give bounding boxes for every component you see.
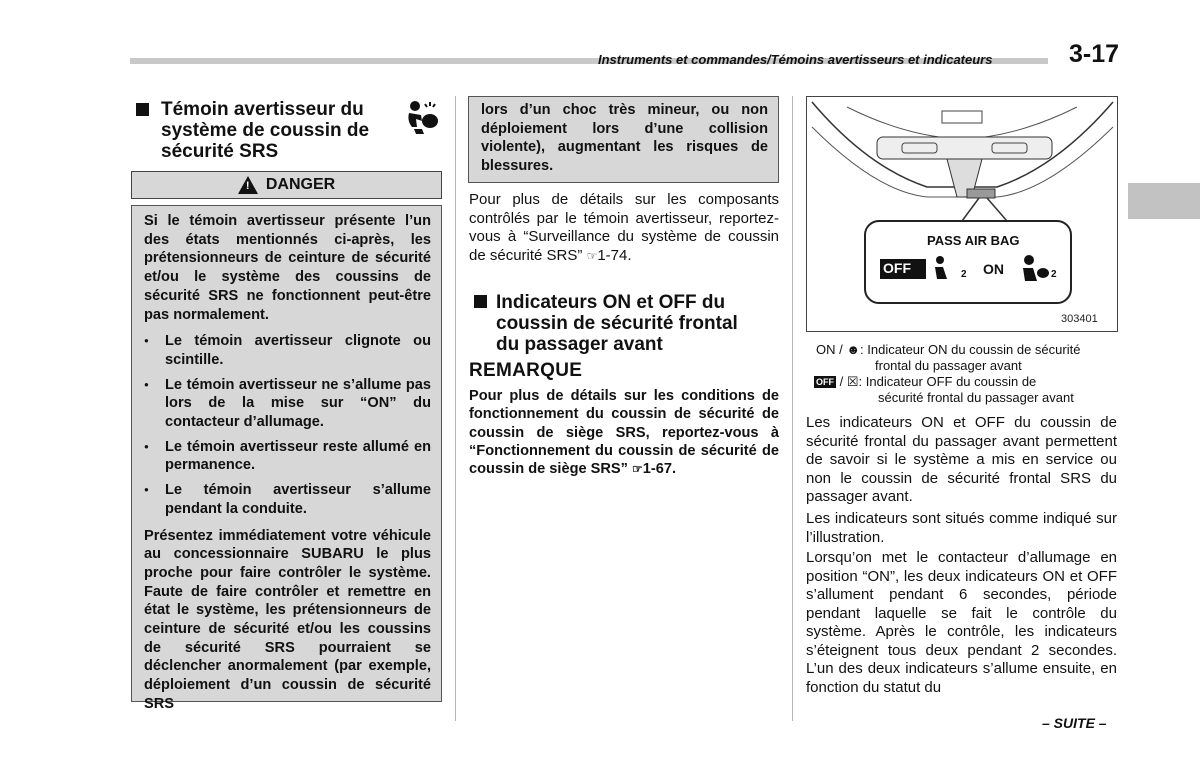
danger-box-continued: [468, 96, 779, 183]
note-heading: REMARQUE: [469, 360, 583, 381]
paragraph-text: Pour plus de détails sur les composants contrôlés par le témoin avertisseur, reportez-vous à “Surveillance du système de coussin de sécurité SRS”: [469, 191, 779, 264]
legend-text-2: frontal du passager avant: [875, 357, 1022, 373]
page-reference-icon: ☞: [632, 462, 643, 477]
list-item: ● Le témoin avertisseur reste allumé en permanence.: [144, 438, 431, 475]
on-indicator-label: ON: [983, 261, 1004, 277]
figure-id: 303401: [1061, 313, 1098, 325]
column-divider-2: [792, 96, 793, 721]
danger-box: [131, 205, 442, 712]
warning-triangle-icon: !: [238, 176, 258, 194]
note-text: [469, 387, 779, 478]
console-illustration: [807, 97, 1119, 333]
paragraph: Les indicateurs ON et OFF du coussin de sécurité frontal du passager avant permettent de savoir si le système a mis en service ou non le coussin de sécurité frontal SRS du passager avant.: [806, 414, 1117, 505]
passenger-on-icon: ☻: [846, 342, 861, 357]
danger-list: [144, 332, 431, 518]
legend-slash: /: [839, 374, 844, 389]
page-reference-icon: ☞: [586, 248, 598, 263]
heading-line: Indicateurs ON et OFF du: [496, 292, 726, 313]
paragraph: [469, 191, 779, 265]
danger-continued-text: lors d’un choc très mineur, ou non déploiement lors d’une collision violente), augmentant les risques de blessures.: [481, 102, 768, 175]
legend-prefix: ON /: [816, 342, 843, 357]
section-bullet: [474, 295, 487, 308]
page-reference: 1-67.: [642, 461, 677, 478]
list-item: ● Le témoin avertisseur clignote ou scintille.: [144, 332, 431, 369]
continued-label: – SUITE –: [1042, 715, 1107, 731]
paragraph: Lorsqu’on met le contacteur d’allumage en position “ON”, les deux indicateurs ON et OFF s’allument pendant 6 secondes, période pendant laquelle se fait le contrôle du système. Après le contrôle, les indicateurs s’éteignent tous deux pendant 2 secondes. L’un des deux indicateurs s’allume ensuite, en fonction du statut du: [806, 549, 1117, 696]
section-heading-on-off: [496, 292, 786, 355]
page-reference: 1-74.: [597, 246, 632, 264]
off-indicator-icon: OFF: [816, 377, 834, 387]
column-divider-1: [455, 96, 456, 721]
list-item: ● Le témoin avertisseur s’allume pendant la conduite.: [144, 481, 431, 518]
page-number: 3-17: [1069, 40, 1120, 68]
heading-line: du passager avant: [496, 334, 663, 355]
section-bullet: [136, 103, 149, 116]
section-heading-srs: [161, 99, 401, 162]
running-header: Instruments et commandes/Témoins avertisseurs et indicateurs: [598, 52, 993, 67]
legend-off: [814, 374, 1119, 405]
legend-text-2: sécurité frontal du passager avant: [878, 389, 1074, 405]
off-sub-2: 2: [961, 269, 967, 280]
danger-intro: Si le témoin avertisseur présente l’un des états mentionnés ci-après, les prétensionneurs de ceinture de sécurité et/ou le système des coussins de sécurité SRS ne fonctionnent peut-être pas normalement.: [144, 213, 431, 323]
airbag-warning-icon: [404, 99, 440, 135]
note-body: Pour plus de détails sur les conditions de fonctionnement du coussin de sécurité de coussin de siège SRS, reportez-vous à “Fonctionnement du coussin de sécurité de coussin de siège SRS”: [469, 388, 779, 478]
off-indicator-label: OFF: [883, 260, 911, 276]
danger-outro: Présentez immédiatement votre véhicule au concessionnaire SUBARU le plus proche pour faire contrôler le système. Faute de faire contrôler et remettre en état le système, les prétensionneurs de ceinture de sécurité et/ou les coussins de sécurité SRS pourraient se déclencher anormalement (par exemple, déploiement d’un coussin de sécurité SRS: [144, 527, 431, 712]
heading-line: système de coussin de: [161, 120, 370, 141]
pass-airbag-label: PASS AIR BAG: [927, 233, 1020, 248]
figure-overhead-console: [806, 96, 1118, 332]
passenger-off-icon: ☒: [846, 374, 859, 389]
legend-text: : Indicateur ON du coussin de sécurité: [860, 342, 1081, 357]
chapter-tab: [1128, 183, 1200, 219]
legend-text: : Indicateur OFF du coussin de: [858, 374, 1037, 389]
paragraph: Les indicateurs sont situés comme indiqué sur l’illustration.: [806, 510, 1117, 546]
danger-label: DANGER: [265, 176, 336, 193]
on-sub-2: 2: [1051, 269, 1057, 280]
heading-line: coussin de sécurité frontal: [496, 313, 738, 334]
heading-line: sécurité SRS: [161, 141, 279, 162]
list-item: ● Le témoin avertisseur ne s’allume pas lors de la mise sur “ON” du contacteur d’allumage.: [144, 376, 431, 432]
danger-banner: [131, 171, 442, 199]
heading-line: Témoin avertisseur du: [161, 99, 364, 120]
legend-on: [816, 342, 1121, 373]
